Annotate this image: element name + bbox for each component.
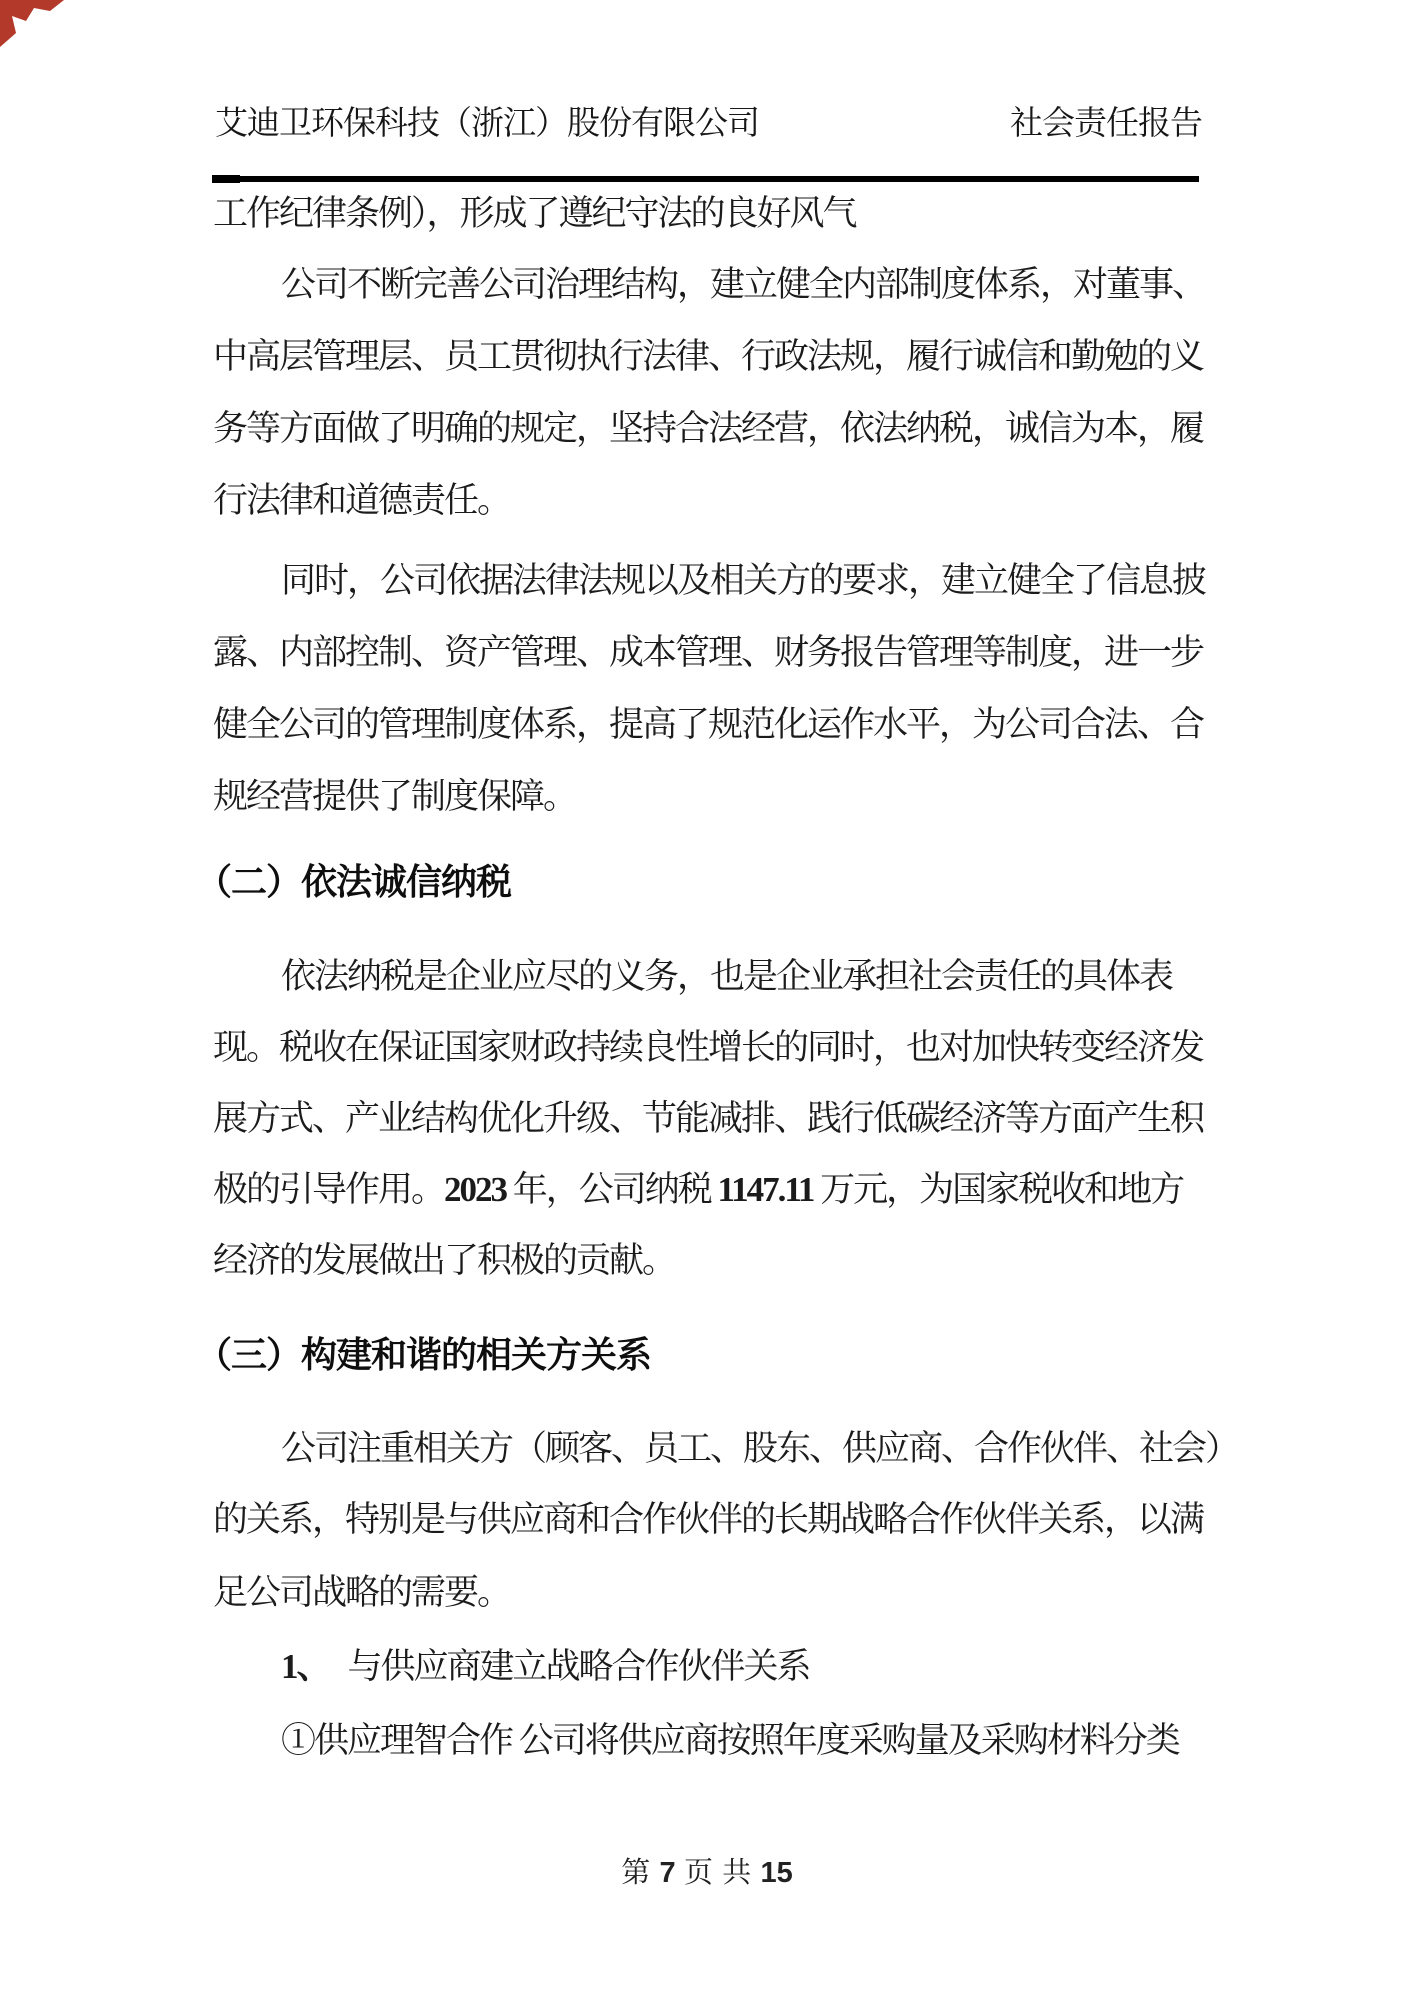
header-company-name: 艾迪卫环保科技（浙江）股份有限公司 [215,106,759,142]
body-line: 健全公司的管理制度体系，提高了规范化运作水平，为公司合法、合 [213,705,1204,744]
body-line: 依法纳税是企业应尽的义务，也是企业承担社会责任的具体表 [281,957,1173,996]
body-line: 中高层管理层、员工贯彻执行法律、行政法规，履行诚信和勤勉的义 [213,337,1204,376]
body-line: 露、内部控制、资产管理、成本管理、财务报告管理等制度，进一步 [213,633,1204,672]
item-number: 1、 [281,1647,330,1686]
red-corner-mark-shape [0,0,64,47]
footer-page-number: 7 [659,1857,676,1889]
body-line: 足公司战略的需要。 [213,1573,511,1612]
body-line: 公司注重相关方（顾客、员工、股东、供应商、合作伙伴、社会） [281,1429,1239,1468]
header-report-title: 社会责任报告 [1010,106,1202,142]
body-line: 展方式、产业结构优化升级、节能减排、践行低碳经济等方面产生积 [213,1099,1204,1138]
tax-amount-value: 1147.11 [717,1170,814,1209]
tax-line-text: 年，公司纳税 [506,1170,718,1209]
section-heading-2: （二）依法诚信纳税 [196,861,512,902]
tax-line-text: 万元，为国家税收和地方 [813,1170,1184,1209]
page-footer [0,1850,1414,1891]
body-line: 规经营提供了制度保障。 [213,777,577,816]
section-heading-3: （三）构建和谐的相关方关系 [196,1334,652,1375]
body-line-tax-figures [213,1169,1183,1211]
item-text: 与供应商建立战略合作伙伴关系 [347,1647,810,1686]
tax-year-value: 2023 [444,1170,507,1209]
footer-label: 第 [621,1857,660,1889]
body-line: 务等方面做了明确的规定，坚持合法经营，依法纳税，诚信为本，履 [213,409,1204,448]
footer-total-pages: 15 [760,1857,793,1889]
body-line: 公司不断完善公司治理结构，建立健全内部制度体系，对董事、 [281,265,1206,304]
tax-line-text: 极的引导作用。 [213,1170,445,1209]
body-line: 现。税收在保证国家财政持续良性增长的同时，也对加快转变经济发 [213,1028,1204,1067]
body-line: 的关系，特别是与供应商和合作伙伴的长期战略合作伙伴关系，以满 [213,1500,1204,1539]
body-line: 行法律和道德责任。 [213,481,511,520]
body-line: 同时，公司依据法律法规以及相关方的要求，建立健全了信息披 [281,561,1206,600]
footer-label: 页 共 [675,1857,761,1889]
body-line: 工作纪律条例），形成了遵纪守法的良好风气 [213,194,856,233]
red-corner-mark [0,0,70,52]
circled-item-line: ①供应理智合作 公司将供应商按照年度采购量及采购材料分类 [281,1721,1179,1760]
numbered-item-line [281,1646,810,1688]
body-line: 经济的发展做出了积极的贡献。 [213,1241,676,1280]
header-divider-line [212,176,1199,182]
